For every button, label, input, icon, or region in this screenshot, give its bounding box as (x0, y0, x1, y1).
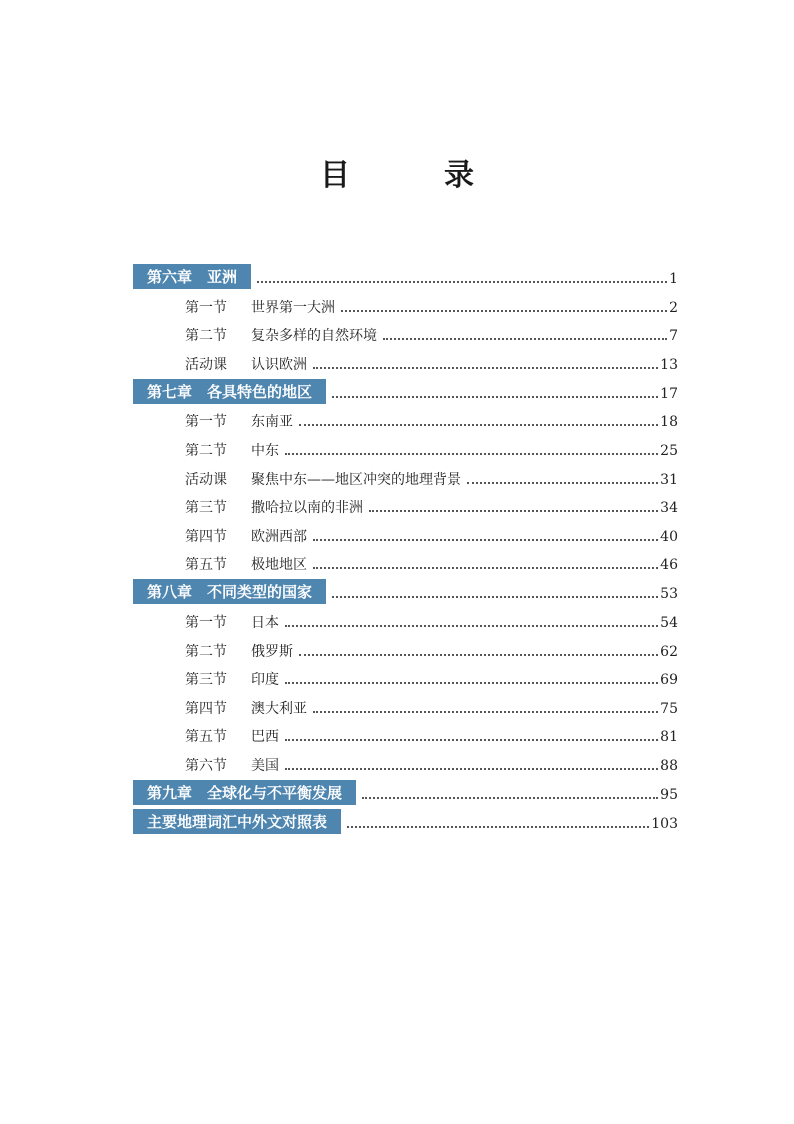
toc-section-entry[interactable] (133, 720, 678, 749)
section-title: 极地地区 (251, 557, 307, 574)
dot-leader (313, 539, 658, 541)
chapter-label: 第九章 全球化与不平衡发展 (133, 780, 356, 805)
section-number: 第四节 (185, 528, 227, 545)
page-number: 88 (660, 757, 678, 774)
page-number: 40 (660, 528, 678, 545)
section-title: 巴西 (251, 729, 279, 746)
section-title: 中东 (251, 442, 279, 459)
section-title: 美国 (251, 757, 279, 774)
dot-leader (285, 682, 658, 684)
page-number: 31 (660, 471, 678, 488)
dot-leader (362, 797, 658, 799)
section-number: 第三节 (185, 672, 227, 689)
toc-section-entry[interactable] (133, 605, 678, 634)
page-number: 13 (660, 356, 678, 373)
dot-leader (341, 310, 667, 312)
dot-leader (383, 338, 667, 340)
chapter-label: 第七章 各具特色的地区 (133, 379, 326, 404)
page-number: 34 (660, 500, 678, 517)
section-title: 东南亚 (251, 414, 293, 431)
dot-leader (313, 567, 658, 569)
section-number: 第四节 (185, 700, 227, 717)
page-number: 7 (669, 328, 678, 345)
dot-leader (285, 739, 658, 741)
toc-chapter-entry[interactable] (133, 777, 678, 806)
toc-section-entry[interactable] (133, 405, 678, 434)
toc-section-entry[interactable] (133, 548, 678, 577)
section-number: 第六节 (185, 757, 227, 774)
dot-leader (313, 711, 658, 713)
section-title: 俄罗斯 (251, 643, 293, 660)
page-number: 81 (660, 729, 678, 746)
toc-section-entry[interactable] (133, 634, 678, 663)
section-number: 活动课 (185, 356, 227, 373)
toc-section-entry[interactable] (133, 691, 678, 720)
page-number: 1 (669, 271, 678, 287)
section-title: 复杂多样的自然环境 (251, 328, 377, 345)
dot-leader (313, 367, 658, 369)
toc-chapter-entry[interactable] (133, 576, 678, 605)
toc-section-entry[interactable] (133, 491, 678, 520)
dot-leader (467, 482, 658, 484)
page-number: 17 (660, 385, 678, 402)
section-title: 认识欧洲 (251, 356, 307, 373)
dot-leader (299, 654, 658, 656)
dot-leader (347, 826, 649, 828)
chapter-label: 主要地理词汇中外文对照表 (133, 809, 341, 834)
toc-section-entry[interactable] (133, 748, 678, 777)
dot-leader (285, 768, 658, 770)
section-title: 澳大利亚 (251, 700, 307, 717)
page-number: 46 (660, 557, 678, 574)
page-number: 69 (660, 672, 678, 689)
section-title: 世界第一大洲 (251, 299, 335, 316)
toc-section-entry[interactable] (133, 663, 678, 692)
section-number: 第一节 (185, 614, 227, 631)
section-number: 第五节 (185, 557, 227, 574)
dot-leader (299, 424, 658, 426)
page-number: 18 (660, 414, 678, 431)
toc-chapter-entry[interactable] (133, 806, 678, 835)
section-number: 第二节 (185, 643, 227, 660)
dot-leader (332, 396, 658, 398)
toc-section-entry[interactable] (133, 290, 678, 319)
section-title: 撒哈拉以南的非洲 (251, 500, 363, 517)
section-number: 第五节 (185, 729, 227, 746)
section-title: 印度 (251, 672, 279, 689)
section-number: 第三节 (185, 500, 227, 517)
chapter-label: 第八章 不同类型的国家 (133, 579, 326, 604)
page-number: 75 (660, 700, 678, 717)
dot-leader (257, 281, 667, 283)
page-title: 目 录 (320, 158, 506, 193)
toc-section-entry[interactable] (133, 347, 678, 376)
page-number: 95 (660, 786, 678, 803)
toc-section-entry[interactable] (133, 319, 678, 348)
toc-section-entry[interactable] (133, 519, 678, 548)
page-number: 53 (660, 586, 678, 603)
section-title: 日本 (251, 614, 279, 631)
toc-chapter-entry[interactable] (133, 376, 678, 405)
dot-leader (369, 510, 658, 512)
toc-section-entry[interactable] (133, 433, 678, 462)
page-number: 25 (660, 442, 678, 459)
page-number: 62 (660, 643, 678, 660)
section-title: 聚焦中东——地区冲突的地理背景 (251, 471, 461, 488)
toc-section-entry[interactable] (133, 462, 678, 491)
dot-leader (285, 625, 658, 627)
section-number: 第二节 (185, 328, 227, 345)
table-of-contents (133, 261, 678, 835)
page-number: 103 (651, 815, 678, 832)
section-number: 第一节 (185, 414, 227, 431)
dot-leader (332, 596, 658, 598)
page-number: 54 (660, 614, 678, 631)
section-title: 欧洲西部 (251, 528, 307, 545)
chapter-label: 第六章 亚洲 (133, 264, 251, 289)
section-number: 第二节 (185, 442, 227, 459)
section-number: 活动课 (185, 471, 227, 488)
section-number: 第一节 (185, 299, 227, 316)
dot-leader (285, 453, 658, 455)
page-number: 2 (669, 299, 678, 316)
toc-chapter-entry[interactable] (133, 261, 678, 290)
